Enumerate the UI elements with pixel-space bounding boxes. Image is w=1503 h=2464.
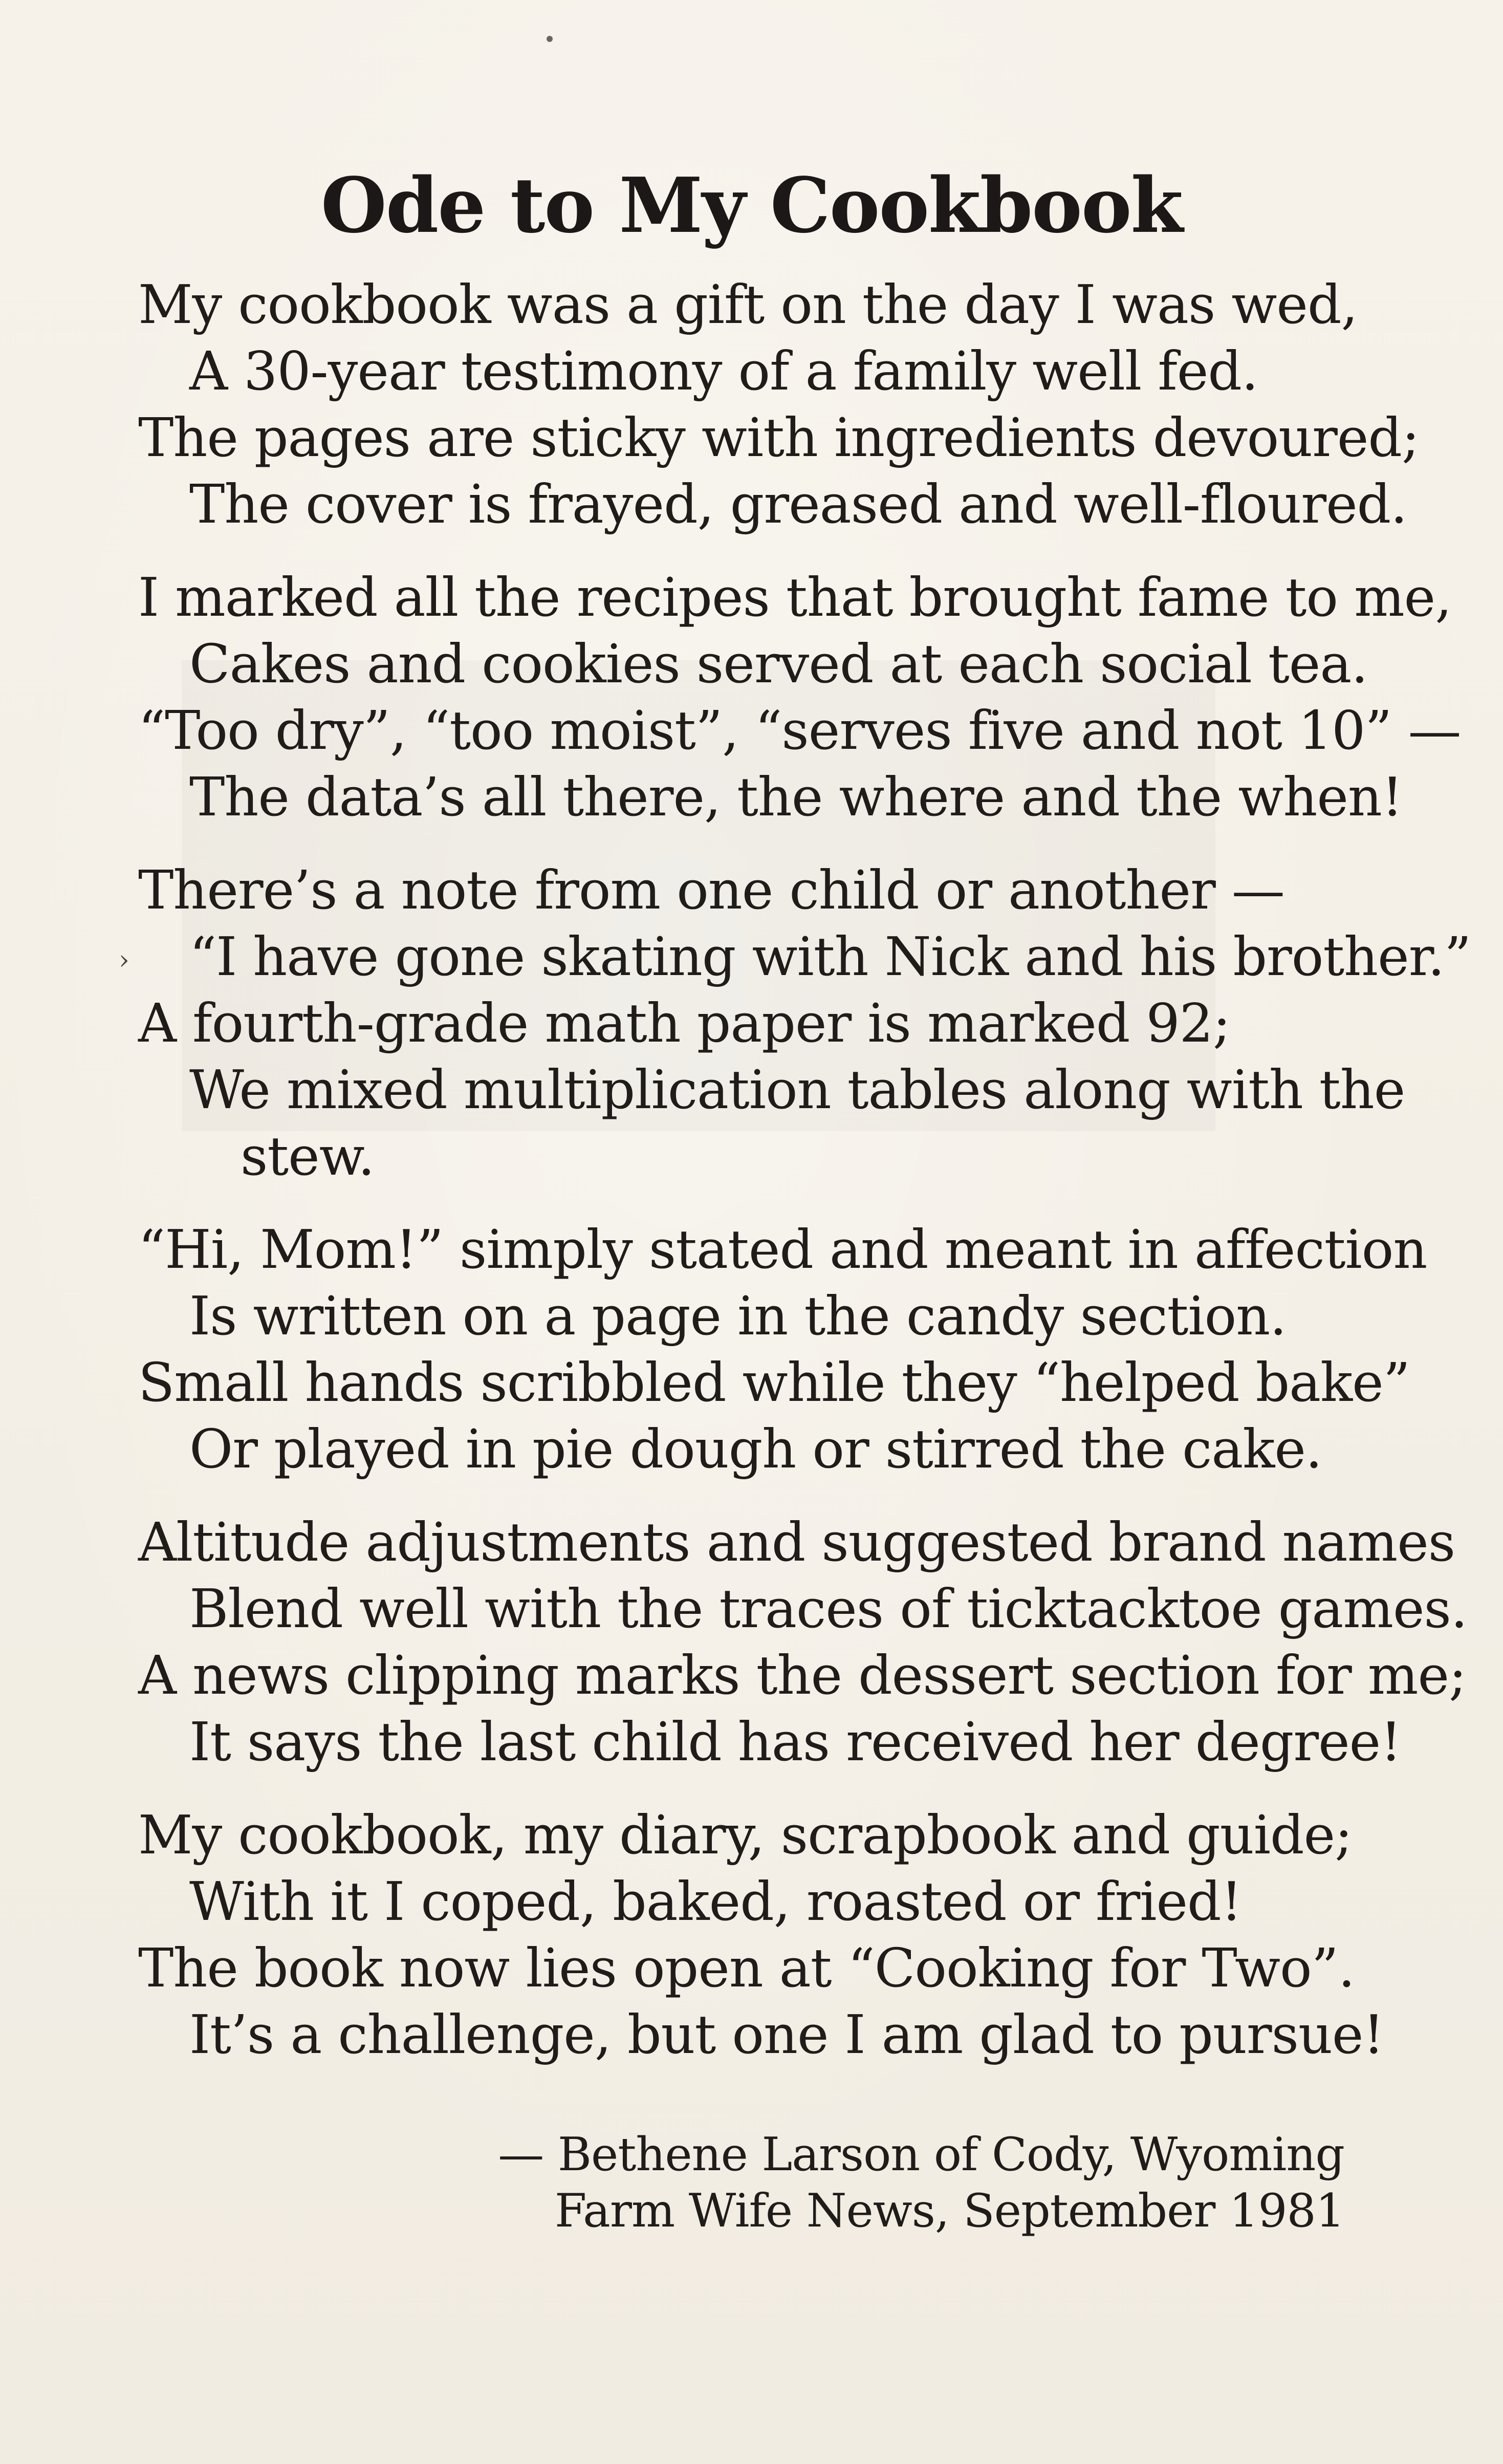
poem-line: The pages are sticky with ingredients devoured; <box>138 406 1420 469</box>
margin-arrow-mark: › <box>119 945 129 976</box>
poem-line: The cover is frayed, greased and well-floured. <box>189 473 1407 535</box>
stanza <box>138 1509 1467 1775</box>
poem-line: Altitude adjustments and suggested brand names <box>138 1511 1455 1573</box>
stanza <box>138 564 1461 830</box>
poem-line: I marked all the recipes that brought fame to me, <box>138 566 1452 629</box>
poem-line: It says the last child has received her degree! <box>189 1711 1402 1773</box>
poem-line: With it I coped, baked, roasted or fried! <box>189 1870 1242 1933</box>
poem-line: A news clipping marks the dessert section for me; <box>138 1644 1467 1706</box>
poem-line: Is written on a page in the candy section. <box>189 1285 1287 1347</box>
poem-line: Or played in pie dough or stirred the cake. <box>189 1418 1322 1480</box>
poem-line: A fourth-grade math paper is marked 92; <box>138 992 1230 1054</box>
poem-line: The book now lies open at “Cooking for Two”. <box>138 1937 1355 1999</box>
poem-body <box>138 271 1471 2094</box>
poem-line: stew. <box>241 1125 375 1187</box>
poem-title: Ode to My Cookbook <box>320 161 1183 250</box>
poem-line: “I have gone skating with Nick and his brother.” <box>189 925 1471 988</box>
stanza <box>138 1216 1448 1482</box>
poem-line: A 30-year testimony of a family well fed. <box>189 340 1258 402</box>
poem-line: It’s a challenge, but one I am glad to pursue! <box>189 2003 1384 2066</box>
attribution-author: — Bethene Larson of Cody, Wyoming <box>498 2128 1344 2181</box>
poem-line: Small hands scribbled while they “helped bake” <box>138 1351 1410 1414</box>
paper-speck <box>547 36 553 42</box>
attribution <box>498 2127 1344 2239</box>
stanza <box>138 857 1471 1190</box>
attribution-source: Farm Wife News, September 1981 <box>554 2184 1344 2238</box>
poem-line: There’s a note from one child or another — <box>138 859 1284 921</box>
poem-line: My cookbook was a gift on the day I was wed, <box>138 273 1358 336</box>
poem-line: “Too dry”, “too moist”, “serves five and not 10” — <box>138 699 1461 762</box>
poem-line: The data’s all there, the where and the when! <box>189 766 1403 828</box>
poem-line: Cakes and cookies served at each social tea. <box>189 633 1368 695</box>
stanza <box>138 271 1448 537</box>
poem-line: Blend well with the traces of ticktacktoe games. <box>189 1577 1467 1640</box>
poem-line: We mixed multiplication tables along with the <box>189 1058 1405 1121</box>
poem-line: My cookbook, my diary, scrapbook and guide; <box>138 1804 1353 1866</box>
poem-line: “Hi, Mom!” simply stated and meant in affection <box>138 1218 1427 1281</box>
stanza <box>138 1802 1448 2068</box>
